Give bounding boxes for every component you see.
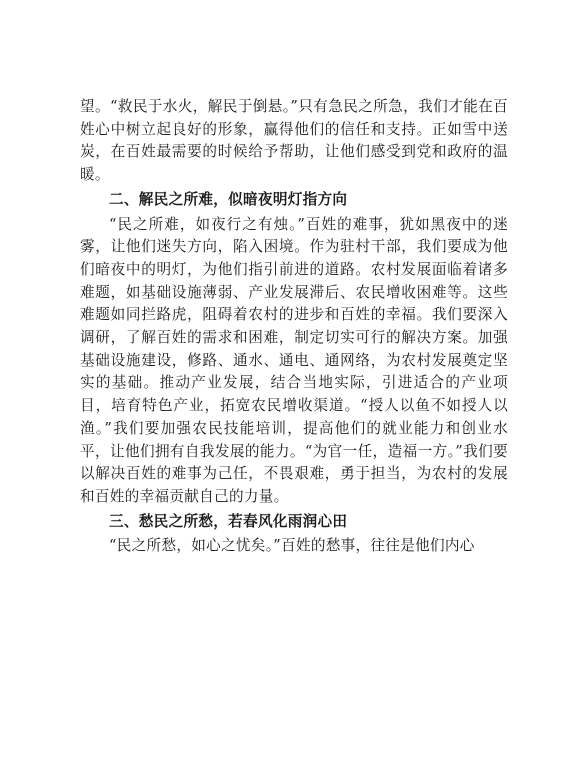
document-page xyxy=(80,96,508,558)
section-heading-3: 三、愁民之所愁，若春风化雨润心田 xyxy=(109,512,348,530)
body-paragraph-2: “民之所难，如夜行之有烛。”百姓的难事，犹如黑夜中的迷雾，让他们迷失方向，陷入困境。作为驻村干部，我们要成为他们暗夜中的明灯，为他们指引前进的道路。农村发展面临着诸多难题，如基础设施薄弱、产业发展滞后、农民增收困难等。这些难题如同拦路虎，阻碍着农村的进步和百姓的幸福。我们要深入调研，了解百姓的需求和困难，制定切实可行的解决方案。加强基础设施建设，修路、通水、通电、通网络，为农村发展奠定坚实的基础。推动产业发展，结合当地实际，引进适合的产业项目，培育特色产业，拓宽农民增收渠道。“授人以鱼不如授人以渔。”我们要加强农民技能培训，提高他们的就业能力和创业水平，让他们拥有自我发展的能力。“为官一任，造福一方。”我们要以解决百姓的难事为己任，不畏艰难，勇于担当，为农村的发展和百姓的幸福贡献自己的力量。 xyxy=(80,215,508,505)
body-paragraph-3: “民之所愁，如心之忧矣。”百姓的愁事，往往是他们内心 xyxy=(109,537,475,555)
section-heading-2: 二、解民之所难，似暗夜明灯指方向 xyxy=(109,190,348,208)
body-paragraph-1: 望。“救民于水火，解民于倒悬。”只有急民之所急，我们才能在百姓心中树立起良好的形象，赢得他们的信任和支持。正如雪中送炭，在百姓最需要的时候给予帮助，让他们感受到党和政府的温暖。 xyxy=(80,98,508,184)
